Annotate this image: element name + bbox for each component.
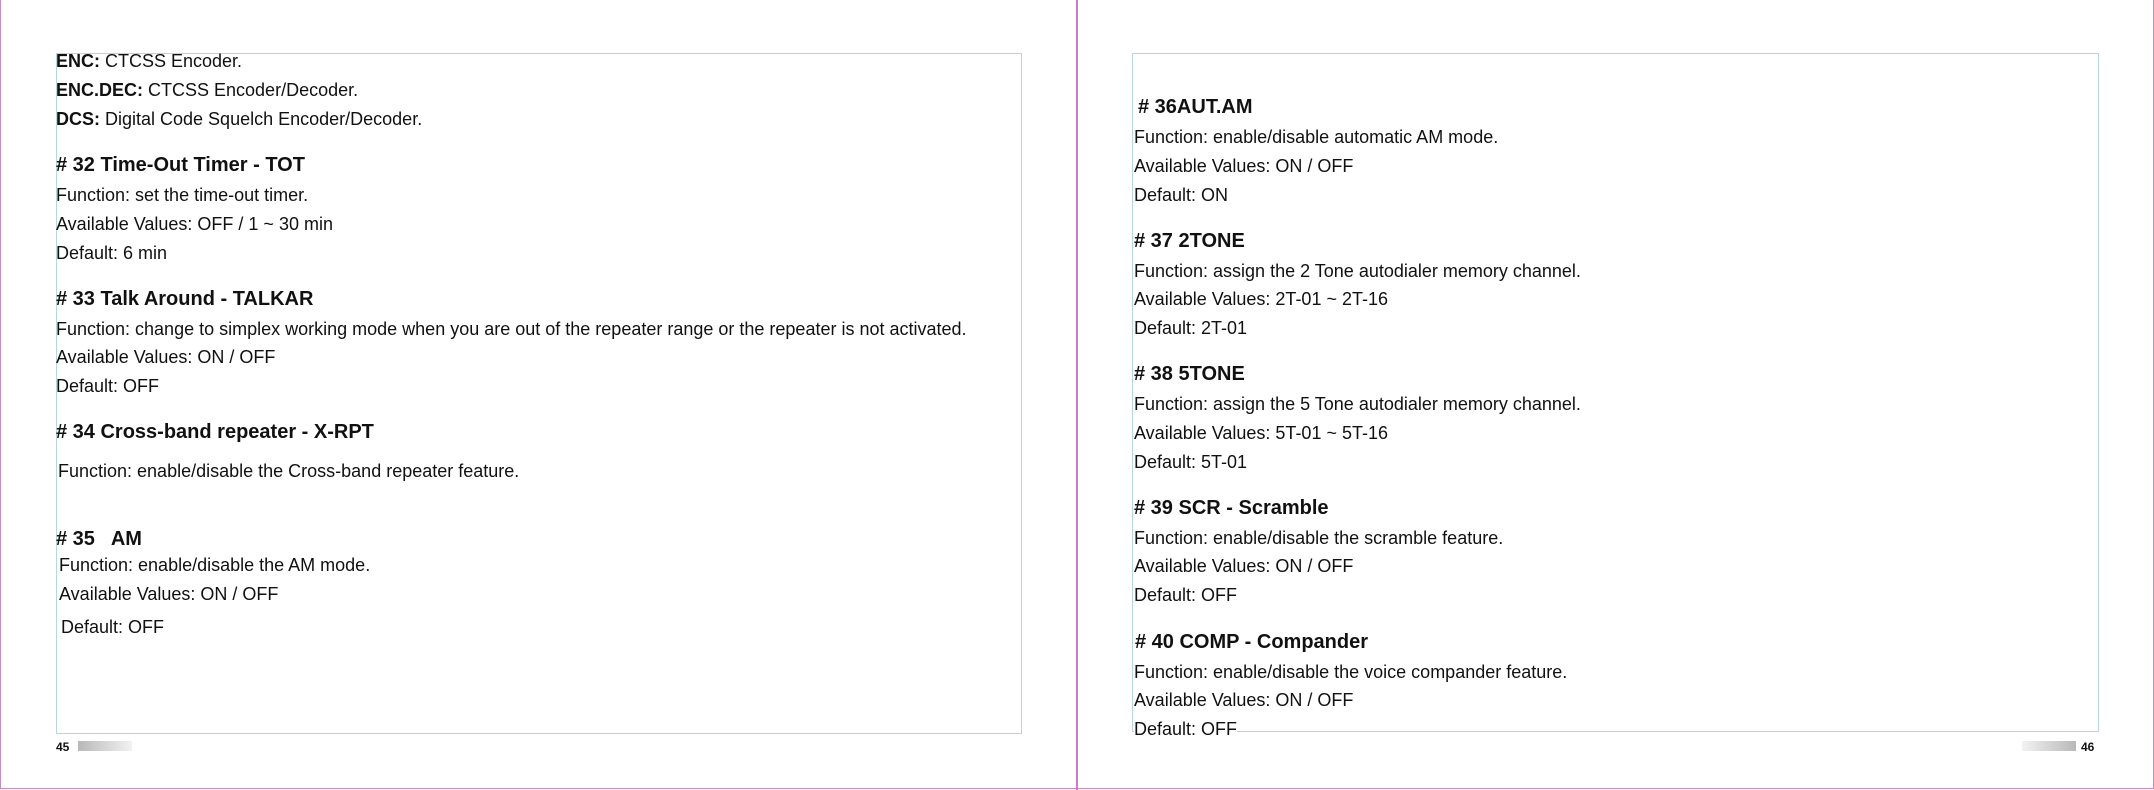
- setting-values: Available Values: OFF / 1 ~ 30 min: [56, 214, 333, 234]
- code-enc-dec: [56, 79, 358, 101]
- page-number-bar: [2022, 741, 2076, 751]
- setting-values: Available Values: 2T-01 ~ 2T-16: [1134, 289, 1388, 309]
- code-term: DCS:: [56, 109, 100, 129]
- setting-values: Available Values: ON / OFF: [1134, 156, 1354, 176]
- setting-title: # 36AUT.AM: [1138, 96, 1253, 118]
- page-number-bar: [78, 741, 132, 751]
- setting-default: Default: OFF: [1134, 719, 1238, 739]
- setting-function: Function: enable/disable the Cross-band repeater feature.: [58, 461, 520, 481]
- page-spine: [1076, 0, 1078, 790]
- code-term: ENC.DEC:: [56, 80, 144, 100]
- setting-values: Available Values: ON / OFF: [1134, 690, 1354, 710]
- code-desc: Digital Code Squelch Encoder/Decoder.: [100, 109, 423, 129]
- setting-default: Default: 6 min: [56, 243, 168, 263]
- page-number: 45: [56, 740, 70, 754]
- setting-title: # 33 Talk Around - TALKAR: [56, 288, 314, 310]
- setting-title: # 38 5TONE: [1134, 363, 1245, 385]
- setting-function: Function: change to simplex working mode when you are out of the repeater range or the repeater is not activated.: [56, 319, 967, 339]
- setting-default: Default: 5T-01: [1134, 452, 1248, 472]
- code-enc: [56, 50, 242, 72]
- code-desc: CTCSS Encoder.: [100, 51, 243, 71]
- setting-function: Function: enable/disable automatic AM mode.: [1134, 127, 1499, 147]
- setting-values: Available Values: ON / OFF: [1134, 556, 1354, 576]
- setting-default: Default: OFF: [61, 617, 165, 637]
- setting-function: Function: enable/disable the AM mode.: [59, 555, 371, 575]
- setting-default: Default: 2T-01: [1134, 318, 1248, 338]
- setting-default: Default: OFF: [56, 376, 160, 396]
- setting-values: Available Values: ON / OFF: [59, 584, 279, 604]
- setting-values: Available Values: ON / OFF: [56, 347, 276, 367]
- setting-function: Function: enable/disable the voice compander feature.: [1134, 662, 1568, 682]
- setting-title: # 39 SCR - Scramble: [1134, 497, 1329, 519]
- setting-values: Available Values: 5T-01 ~ 5T-16: [1134, 423, 1388, 443]
- code-term: ENC:: [56, 51, 100, 71]
- setting-default: Default: ON: [1134, 185, 1229, 205]
- setting-title: # 35 AM: [56, 528, 142, 550]
- page-number: 46: [2081, 740, 2095, 754]
- setting-default: Default: OFF: [1134, 585, 1238, 605]
- code-desc: CTCSS Encoder/Decoder.: [143, 80, 359, 100]
- code-dcs: [56, 108, 422, 130]
- setting-function: Function: assign the 2 Tone autodialer memory channel.: [1134, 261, 1581, 281]
- setting-title: # 34 Cross-band repeater - X-RPT: [56, 421, 374, 443]
- setting-function: Function: enable/disable the scramble feature.: [1134, 528, 1504, 548]
- setting-title: # 40 COMP - Compander: [1135, 631, 1369, 653]
- setting-function: Function: assign the 5 Tone autodialer memory channel.: [1134, 394, 1581, 414]
- setting-title: # 37 2TONE: [1134, 230, 1245, 252]
- setting-function: Function: set the time-out timer.: [56, 185, 309, 205]
- setting-title: # 32 Time-Out Timer - TOT: [56, 154, 305, 176]
